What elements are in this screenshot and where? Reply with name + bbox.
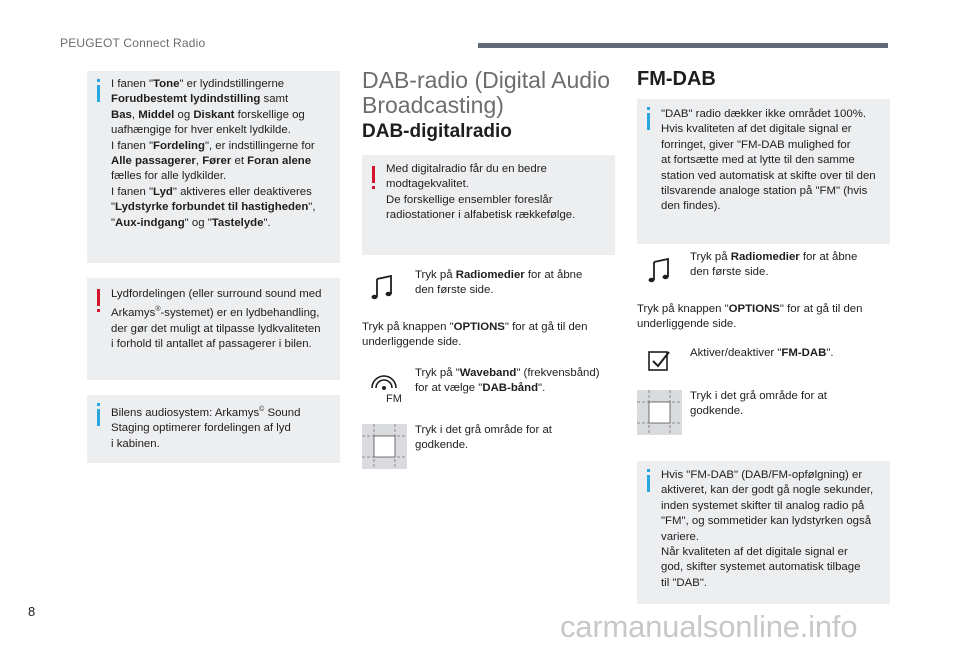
distribution-warning-box bbox=[87, 278, 340, 380]
dab-step-confirm: Tryk i det grå område for at godkende. bbox=[415, 424, 552, 452]
distribution-warning-text: Lydfordelingen (eller surround sound med Arkamys®-systemet) er en lydbehandling, der gør det muligt at tilpasse lydkvaliteten i forhold til antallet af passagerer i bilen. bbox=[111, 288, 322, 351]
fm-step-radiomedia: Tryk på Radiomedier for at åbne den første side. bbox=[690, 251, 858, 279]
dab-options-instruction: Tryk på knappen "OPTIONS" for at gå til den underliggende side. bbox=[362, 321, 588, 349]
checkbox-icon bbox=[647, 348, 673, 374]
dab-step-radiomedia: Tryk på Radiomedier for at åbne den første side. bbox=[415, 269, 583, 297]
info-icon bbox=[97, 85, 100, 102]
info-icon bbox=[97, 409, 100, 426]
fm-dab-info-box bbox=[637, 99, 890, 244]
warning-icon bbox=[97, 289, 100, 306]
dab-section-title: DAB-radio (Digital Audio Broadcasting) bbox=[362, 67, 611, 118]
warning-icon bbox=[372, 166, 375, 183]
dab-step-waveband: Tryk på "Waveband" (frekvensbånd) for at vælge "DAB-bånd". bbox=[415, 367, 600, 395]
grey-area-icon bbox=[362, 424, 407, 469]
tone-info-box bbox=[87, 71, 340, 263]
running-header: PEUGEOT Connect Radio bbox=[60, 36, 206, 50]
tone-info-text: I fanen "Tone" er lydindstillingerne Forudbestemt lydindstilling samt Bas, Middel og Diskant forskellige og uafhængige for hver enkelt lydkilde. I fanen "Fordeling", er indstillingerne for Alle passagerer, Fører et Foran alene fælles for alle lydkilder. I fanen "Lyd" aktiveres eller deaktiveres "Lydstyrke forbundet til hastigheden", "Aux-indgang" og "Tastelyde". bbox=[111, 78, 316, 229]
digital-radio-warning-box bbox=[362, 155, 615, 255]
grey-area-icon bbox=[637, 390, 682, 435]
dab-subtitle: DAB-digitalradio bbox=[362, 121, 512, 142]
fm-dab-note-box bbox=[637, 461, 890, 604]
fm-step-confirm: Tryk i det grå område for at godkende. bbox=[690, 390, 827, 418]
fm-dab-note-text: Hvis "FM-DAB" (DAB/FM-opfølgning) er aktiveret, kan der godt gå nogle sekunder, inden systemet skifter til analog radio på "FM", og sommetider kan lydstyrken også variere. Når kvaliteten af det digitale signal er god, skifter systemet automatisk tilbage til "DAB". bbox=[661, 469, 874, 589]
fm-step-toggle: Aktiver/deaktiver "FM-DAB". bbox=[690, 347, 834, 359]
arkamys-info-text: Bilens audiosystem: Arkamys© Sound Staging optimerer fordelingen af lyd i kabinen. bbox=[111, 406, 301, 450]
fm-options-instruction: Tryk på knappen "OPTIONS" for at gå til den underliggende side. bbox=[637, 303, 863, 331]
header-bar bbox=[478, 43, 888, 48]
music-note-icon bbox=[647, 258, 673, 284]
watermark: carmanualsonline.info bbox=[560, 609, 858, 644]
fm-dab-title: FM-DAB bbox=[637, 68, 716, 90]
arkamys-info-box bbox=[87, 395, 340, 463]
waveband-icon bbox=[366, 368, 402, 404]
music-note-icon bbox=[370, 275, 396, 301]
fm-icon-label: FM bbox=[386, 393, 402, 405]
fm-dab-info-text: "DAB" radio dækker ikke området 100%. Hvis kvaliteten af det digitale signal er forringet, giver "FM-DAB mulighed for at fortsætte med at lytte til den samme station ved automatisk at skifte over til den tilsvarende analoge station på "FM" (hvis den findes). bbox=[661, 108, 876, 213]
info-icon bbox=[647, 113, 650, 130]
info-icon bbox=[647, 475, 650, 492]
digital-radio-warning-text: Med digitalradio får du en bedre modtagekvalitet. De forskellige ensembler foreslår radiostationer i alfabetisk rækkefølge. bbox=[386, 163, 576, 222]
page-number: 8 bbox=[28, 604, 36, 619]
